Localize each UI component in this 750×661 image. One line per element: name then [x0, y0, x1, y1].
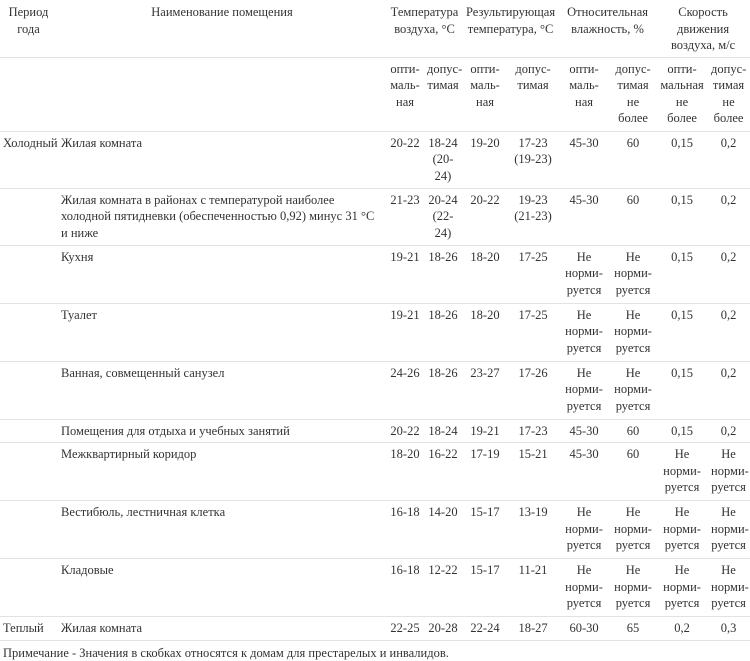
cell-result-temp-allowed: 17-26: [508, 361, 559, 419]
subheader-optimal: опти-маль-ная: [463, 57, 508, 131]
row-room-name: Кладовые: [58, 559, 387, 617]
subheader-optimal-max: опти-мальная не более: [657, 57, 708, 131]
header-period: Период года: [0, 0, 58, 57]
table-note: Примечание - Значения в скобках относятся к домам для престарелых и инвалидов.: [3, 645, 449, 660]
row-room-name: Жилая комната в районах с температурой наиболее холодной пятидневки (обеспеченностью 0,92) минус 31 °С и ниже: [58, 188, 387, 245]
cell-speed-allowed: 0,2: [708, 131, 750, 188]
cell-air-temp-allowed: 16-22: [424, 443, 463, 501]
row-period: [0, 419, 58, 443]
cell-air-temp-optimal: 22-25: [387, 617, 424, 641]
cell-speed-allowed: 0,2: [708, 303, 750, 361]
cell-result-temp-optimal: 22-24: [463, 617, 508, 641]
cell-air-temp-optimal: 16-18: [387, 501, 424, 559]
cell-speed-allowed: 0,2: [708, 419, 750, 443]
cell-air-temp-optimal: 20-22: [387, 419, 424, 443]
cell-speed-optimal: 0,15: [657, 188, 708, 245]
cell-result-temp-optimal: 15-17: [463, 559, 508, 617]
subheader-empty: [58, 57, 387, 131]
row-room-name: Кухня: [58, 245, 387, 303]
row-period: [0, 501, 58, 559]
subheader-optimal: опти-маль-ная: [387, 57, 424, 131]
row-room-name: Межквартирный коридор: [58, 443, 387, 501]
cell-result-temp-allowed: 11-21: [508, 559, 559, 617]
cell-speed-optimal: Не норми-руется: [657, 443, 708, 501]
row-period: [0, 188, 58, 245]
cell-air-temp-allowed: 18-26: [424, 245, 463, 303]
cell-result-temp-optimal: 18-20: [463, 303, 508, 361]
header-humidity: Относительная влажность, %: [559, 0, 657, 57]
row-period: Теплый: [0, 617, 58, 641]
cell-humidity-allowed: 60: [610, 443, 657, 501]
cell-air-temp-allowed: 12-22: [424, 559, 463, 617]
header-result-temp: Результирующая температура, °С: [463, 0, 559, 57]
cell-result-temp-optimal: 18-20: [463, 245, 508, 303]
cell-speed-optimal: 0,15: [657, 303, 708, 361]
cell-result-temp-optimal: 15-17: [463, 501, 508, 559]
cell-humidity-allowed: Не норми-руется: [610, 559, 657, 617]
cell-air-temp-optimal: 19-21: [387, 303, 424, 361]
cell-speed-optimal: Не норми-руется: [657, 559, 708, 617]
cell-air-temp-allowed: 18-24 (20-24): [424, 131, 463, 188]
cell-air-temp-optimal: 19-21: [387, 245, 424, 303]
row-period: [0, 361, 58, 419]
cell-air-temp-optimal: 20-22: [387, 131, 424, 188]
table-row: [0, 188, 750, 245]
cell-speed-optimal: Не норми-руется: [657, 501, 708, 559]
cell-humidity-optimal: 45-30: [559, 188, 610, 245]
cell-result-temp-allowed: 17-25: [508, 245, 559, 303]
row-room-name: Ванная, совмещенный санузел: [58, 361, 387, 419]
cell-speed-optimal: 0,15: [657, 419, 708, 443]
cell-speed-optimal: 0,15: [657, 245, 708, 303]
header-row: [0, 0, 750, 57]
table-row: [0, 559, 750, 617]
row-room-name: Туалет: [58, 303, 387, 361]
cell-humidity-allowed: Не норми-руется: [610, 245, 657, 303]
header-air-temp: Температура воздуха, °С: [387, 0, 463, 57]
subheader-optimal: опти-маль-ная: [559, 57, 610, 131]
cell-air-temp-optimal: 16-18: [387, 559, 424, 617]
cell-humidity-allowed: 60: [610, 419, 657, 443]
header-air-speed: Скорость движения воздуха, м/с: [657, 0, 750, 57]
table-row: [0, 419, 750, 443]
cell-speed-optimal: 0,15: [657, 131, 708, 188]
row-room-name: Помещения для отдыха и учебных занятий: [58, 419, 387, 443]
cell-speed-allowed: Не норми-руется: [708, 501, 750, 559]
cell-humidity-optimal: Не норми-руется: [559, 559, 610, 617]
subheader-allowed: допус-тимая: [424, 57, 463, 131]
row-room-name: Жилая комната: [58, 131, 387, 188]
cell-air-temp-allowed: 20-24 (22-24): [424, 188, 463, 245]
row-room-name: Вестибюль, лестничная клетка: [58, 501, 387, 559]
cell-speed-allowed: Не норми-руется: [708, 443, 750, 501]
cell-humidity-optimal: Не норми-руется: [559, 361, 610, 419]
table-row: [0, 501, 750, 559]
cell-speed-allowed: 0,2: [708, 245, 750, 303]
row-period: [0, 443, 58, 501]
subheader-allowed-max: допус-тимая не более: [708, 57, 750, 131]
cell-result-temp-allowed: 19-23 (21-23): [508, 188, 559, 245]
cell-humidity-optimal: Не норми-руется: [559, 303, 610, 361]
cell-result-temp-allowed: 17-25: [508, 303, 559, 361]
cell-air-temp-optimal: 21-23: [387, 188, 424, 245]
cell-result-temp-allowed: 17-23: [508, 419, 559, 443]
cell-air-temp-allowed: 14-20: [424, 501, 463, 559]
header-room: Наименование помещения: [58, 0, 387, 57]
cell-humidity-optimal: Не норми-руется: [559, 501, 610, 559]
table-row: [0, 131, 750, 188]
cell-air-temp-optimal: 18-20: [387, 443, 424, 501]
cell-result-temp-optimal: 23-27: [463, 361, 508, 419]
cell-humidity-optimal: 45-30: [559, 443, 610, 501]
cell-humidity-allowed: Не норми-руется: [610, 361, 657, 419]
table-row: [0, 617, 750, 641]
cell-humidity-allowed: 65: [610, 617, 657, 641]
cell-humidity-allowed: 60: [610, 188, 657, 245]
table-row: [0, 443, 750, 501]
cell-result-temp-allowed: 18-27: [508, 617, 559, 641]
row-period: [0, 559, 58, 617]
cell-humidity-optimal: Не норми-руется: [559, 245, 610, 303]
cell-air-temp-allowed: 18-26: [424, 303, 463, 361]
cell-speed-optimal: 0,15: [657, 361, 708, 419]
row-room-name: Жилая комната: [58, 617, 387, 641]
cell-speed-allowed: Не норми-руется: [708, 559, 750, 617]
cell-result-temp-allowed: 17-23 (19-23): [508, 131, 559, 188]
table-row: [0, 303, 750, 361]
cell-result-temp-allowed: 15-21: [508, 443, 559, 501]
row-period: Холодный: [0, 131, 58, 188]
cell-air-temp-allowed: 18-26: [424, 361, 463, 419]
cell-air-temp-allowed: 18-24: [424, 419, 463, 443]
cell-speed-optimal: 0,2: [657, 617, 708, 641]
cell-humidity-allowed: Не норми-руется: [610, 501, 657, 559]
cell-speed-allowed: 0,2: [708, 188, 750, 245]
row-period: [0, 245, 58, 303]
cell-result-temp-optimal: 19-21: [463, 419, 508, 443]
cell-humidity-optimal: 45-30: [559, 419, 610, 443]
cell-speed-allowed: 0,3: [708, 617, 750, 641]
cell-humidity-optimal: 60-30: [559, 617, 610, 641]
table-row: [0, 245, 750, 303]
subheader-allowed: допус-тимая: [508, 57, 559, 131]
cell-result-temp-optimal: 20-22: [463, 188, 508, 245]
row-period: [0, 303, 58, 361]
cell-speed-allowed: 0,2: [708, 361, 750, 419]
subheader-empty: [0, 57, 58, 131]
cell-humidity-allowed: Не норми-руется: [610, 303, 657, 361]
cell-air-temp-optimal: 24-26: [387, 361, 424, 419]
cell-humidity-allowed: 60: [610, 131, 657, 188]
table-row: [0, 361, 750, 419]
cell-result-temp-optimal: 17-19: [463, 443, 508, 501]
subheader-row: [0, 57, 750, 131]
cell-air-temp-allowed: 20-28: [424, 617, 463, 641]
cell-result-temp-allowed: 13-19: [508, 501, 559, 559]
cell-result-temp-optimal: 19-20: [463, 131, 508, 188]
cell-humidity-optimal: 45-30: [559, 131, 610, 188]
subheader-allowed-max: допус-тимая не более: [610, 57, 657, 131]
